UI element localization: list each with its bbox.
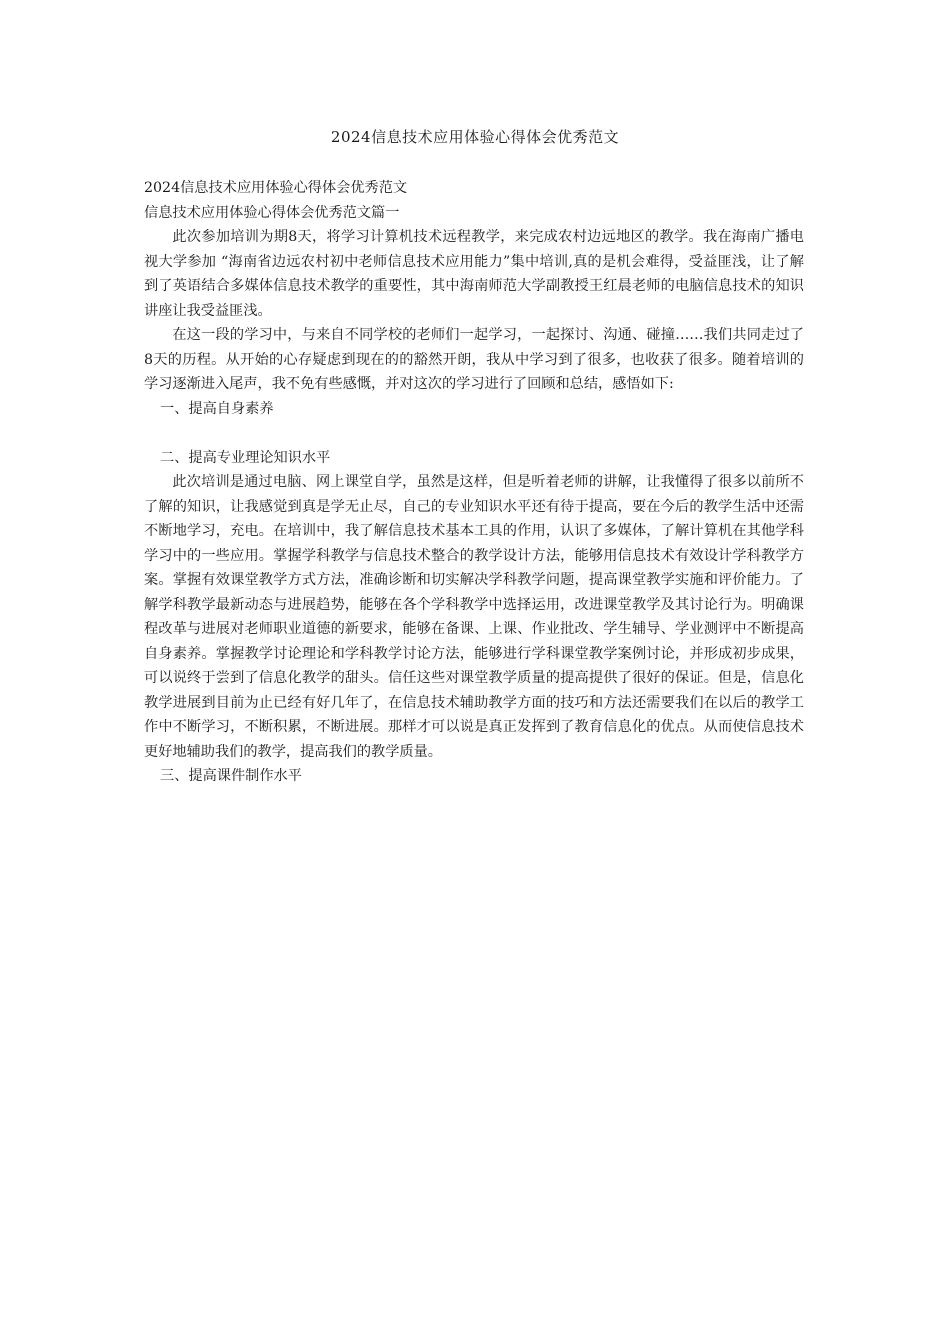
document-body [144,176,804,789]
paragraph-intro: 此次参加培训为期8天，将学习计算机技术远程教学，来完成农村边远地区的教学。我在海南广播电视大学参加 “海南省边远农村初中老师信息技术应用能力”集中培训,真的是机会难得，受益匪浅，让了解到了英语结合多媒体信息技术教学的重要性，其中海南师范大学副教授王红晨老师的电脑信息技术的知识讲座让我受益匪浅。 [144,229,804,319]
document-subtitle: 2024信息技术应用体验心得体会优秀范文 [144,180,408,196]
paragraph-training: 此次培训是通过电脑、网上课堂自学，虽然是这样，但是听着老师的讲解，让我懂得了很多以前所不了解的知识，让我感觉到真是学无止尽，自己的专业知识水平还有待于提高，要在今后的教学生活中还需不断地学习，充电。在培训中，我了解信息技术基本工具的作用，认识了多媒体，了解计算机在其他学科学习中的一些应用。掌握学科教学与信息技术整合的教学设计方法，能够用信息技术有效设计学科教学方案。掌握有效课堂教学方式方法，准确诊断和切实解决学科教学问题，提高课堂教学实施和评价能力。了解学科教学最新动态与进展趋势，能够在各个学科教学中选择运用，改进课堂教学及其讨论行为。明确课程改革与进展对老师职业道德的新要求，能够在备课、上课、作业批改、学生辅导、学业测评中不断提高自身素养。掌握教学讨论理论和学科教学讨论方法，能够进行学科课堂教学案例讨论，并形成初步成果，可以说终于尝到了信息化教学的甜头。信任这些对课堂教学质量的提高提供了很好的保证。但是，信息化教学进展到目前为止已经有好几年了，在信息技术辅助教学方面的技巧和方法还需要我们在以后的教学工作中不断学习，不断积累，不断进展。那样才可以说是真正发挥到了教育信息化的优点。从而使信息技术更好地辅助我们的教学，提高我们的教学质量。 [144,474,804,760]
heading-self-quality: 一、提高自身素养 [160,400,274,417]
document-title: 2024信息技术应用体验心得体会优秀范文 [330,128,620,146]
heading-courseware: 三、提高课件制作水平 [160,768,302,784]
paragraph-reflection: 在这一段的学习中，与来自不同学校的老师们一起学习，一起探讨、沟通、碰撞……我们共同走过了8天的历程。从开始的心存疑虑到现在的的豁然开朗，我从中学习到了很多，也收获了很多。随着培训的学习逐渐进入尾声，我不免有些感慨，并对这次的学习进行了回顾和总结，感悟如下: [144,327,804,392]
section-title: 信息技术应用体验心得体会优秀范文篇一 [144,204,400,221]
blank-line [144,421,804,446]
heading-theory-knowledge: 二、提高专业理论知识水平 [160,449,331,466]
